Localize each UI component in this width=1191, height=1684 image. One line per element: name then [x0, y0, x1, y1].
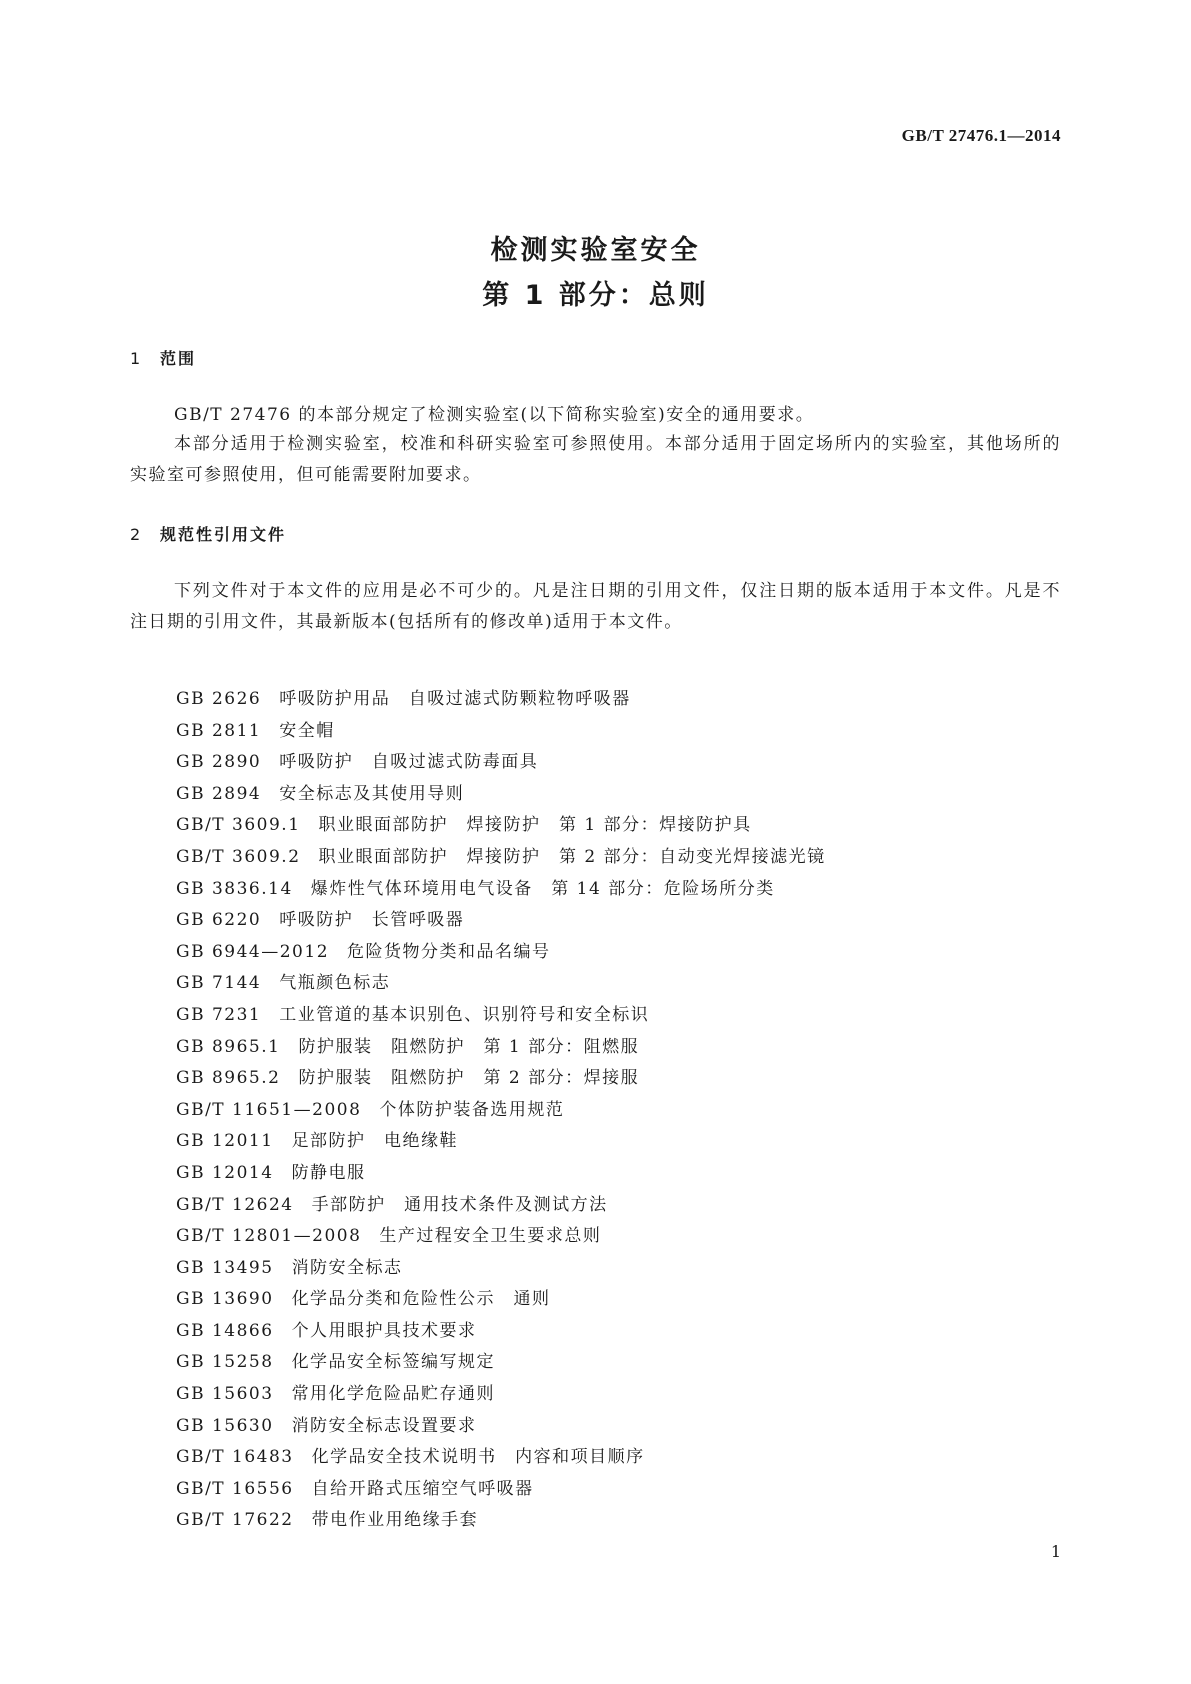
reference-item	[176, 1095, 826, 1127]
reference-code: GB 2894	[176, 783, 262, 804]
reference-item	[176, 716, 826, 748]
reference-code: GB/T 11651—2008	[176, 1099, 362, 1120]
reference-title: 化学品安全技术说明书 内容和项目顺序	[311, 1447, 645, 1468]
reference-code: GB 13495	[176, 1257, 274, 1278]
reference-code: GB/T 16483	[176, 1447, 294, 1468]
reference-item	[176, 905, 826, 937]
section-number: 2	[130, 525, 143, 544]
page-number: 1	[1050, 1542, 1061, 1561]
reference-item	[176, 810, 826, 842]
reference-item	[176, 1126, 826, 1158]
reference-code: GB 2890	[176, 752, 262, 773]
reference-code: GB/T 12624	[176, 1194, 294, 1215]
reference-title: 足部防护 电绝缘鞋	[291, 1131, 459, 1152]
section-heading-scope	[130, 346, 196, 369]
reference-code: GB 3836.14	[176, 878, 293, 899]
reference-item	[176, 1411, 826, 1443]
reference-code: GB/T 3609.2	[176, 846, 301, 867]
reference-title: 防护服装 阻燃防护 第 1 部分：阻燃服	[298, 1036, 640, 1057]
reference-code: GB/T 17622	[176, 1510, 294, 1531]
reference-code: GB/T 12801—2008	[176, 1226, 362, 1247]
reference-item	[176, 1284, 826, 1316]
reference-title: 消防安全标志	[291, 1257, 403, 1278]
scope-paragraph-1: GB/T 27476 的本部分规定了检测实验室(以下简称实验室)安全的通用要求。	[174, 405, 815, 425]
reference-title: 职业眼面部防护 焊接防护 第 2 部分：自动变光焊接滤光镜	[318, 846, 826, 867]
document-subtitle: 第 1 部分：总则	[482, 280, 709, 311]
reference-item	[176, 1190, 826, 1222]
document-title: 检测实验室安全	[490, 235, 701, 266]
reference-title: 呼吸防护用品 自吸过滤式防颗粒物呼吸器	[279, 689, 631, 709]
reference-item	[176, 1316, 826, 1348]
reference-title: 呼吸防护 长管呼吸器	[279, 910, 465, 931]
reference-code: GB 6944—2012	[176, 941, 330, 962]
reference-title: 化学品分类和危险性公示 通则	[291, 1289, 551, 1310]
reference-code: GB 14866	[176, 1320, 274, 1341]
reference-code: GB 2626	[176, 689, 262, 709]
reference-title: 防静电服	[291, 1162, 366, 1183]
reference-code: GB 12011	[176, 1131, 274, 1152]
reference-title: 个体防护装备选用规范	[379, 1099, 565, 1120]
reference-list	[176, 684, 826, 1537]
reference-code: GB 7144	[176, 973, 262, 994]
reference-item	[176, 1000, 826, 1032]
reference-title: 自给开路式压缩空气呼吸器	[311, 1478, 534, 1499]
reference-item	[176, 874, 826, 906]
reference-title: 职业眼面部防护 焊接防护 第 1 部分：焊接防护具	[318, 815, 752, 836]
reference-item	[176, 684, 826, 716]
reference-item	[176, 1474, 826, 1506]
section-number: 1	[130, 349, 143, 368]
reference-item	[176, 1505, 826, 1537]
references-intro-paragraph: 下列文件对于本文件的应用是必不可少的。凡是注日期的引用文件，仅注日期的版本适用于本文件。凡是不注日期的引用文件，其最新版本(包括所有的修改单)适用于本文件。	[130, 581, 1061, 632]
reference-code: GB 12014	[176, 1162, 274, 1183]
reference-code: GB 15630	[176, 1415, 274, 1436]
reference-code: GB/T 3609.1	[176, 815, 301, 836]
reference-title: 安全标志及其使用导则	[279, 783, 465, 804]
section-title: 范围	[160, 349, 197, 368]
reference-item	[176, 779, 826, 811]
reference-title: 危险货物分类和品名编号	[347, 941, 551, 962]
reference-code: GB 8965.2	[176, 1068, 281, 1089]
reference-title: 化学品安全标签编写规定	[291, 1352, 496, 1373]
reference-item	[176, 1347, 826, 1379]
reference-title: 带电作业用绝缘手套	[311, 1510, 479, 1531]
reference-code: GB 15258	[176, 1352, 274, 1373]
reference-item	[176, 747, 826, 779]
reference-code: GB/T 16556	[176, 1478, 294, 1499]
reference-item	[176, 1032, 826, 1064]
reference-item	[176, 1063, 826, 1095]
reference-item	[176, 937, 826, 969]
reference-title: 呼吸防护 自吸过滤式防毒面具	[279, 752, 539, 773]
reference-code: GB 8965.1	[176, 1036, 281, 1057]
reference-item	[176, 842, 826, 874]
reference-item	[176, 968, 826, 1000]
reference-title: 气瓶颜色标志	[279, 973, 391, 994]
reference-title: 常用化学危险品贮存通则	[291, 1384, 496, 1405]
reference-code: GB 2811	[176, 720, 262, 741]
reference-title: 消防安全标志设置要求	[291, 1415, 477, 1436]
reference-item	[176, 1158, 826, 1190]
reference-title: 爆炸性气体环境用电气设备 第 14 部分：危险场所分类	[310, 878, 775, 899]
reference-title: 安全帽	[279, 720, 335, 741]
reference-title: 防护服装 阻燃防护 第 2 部分：焊接服	[298, 1068, 640, 1089]
reference-code: GB 7231	[176, 1004, 262, 1025]
section-title: 规范性引用文件	[160, 525, 287, 544]
reference-code: GB 15603	[176, 1384, 274, 1405]
section-heading-normative-references	[130, 522, 286, 545]
standard-code: GB/T 27476.1—2014	[901, 126, 1061, 145]
reference-item	[176, 1379, 826, 1411]
scope-paragraph-2: 本部分适用于检测实验室，校准和科研实验室可参照使用。本部分适用于固定场所内的实验室，其他场所的实验室可参照使用，但可能需要附加要求。	[130, 434, 1061, 485]
reference-code: GB 6220	[176, 910, 262, 931]
reference-item	[176, 1253, 826, 1285]
reference-code: GB 13690	[176, 1289, 274, 1310]
reference-item	[176, 1221, 826, 1253]
reference-item	[176, 1442, 826, 1474]
reference-title: 工业管道的基本识别色、识别符号和安全标识	[279, 1004, 650, 1025]
reference-title: 生产过程安全卫生要求总则	[379, 1226, 602, 1247]
reference-title: 手部防护 通用技术条件及测试方法	[311, 1194, 608, 1215]
reference-title: 个人用眼护具技术要求	[291, 1320, 477, 1341]
